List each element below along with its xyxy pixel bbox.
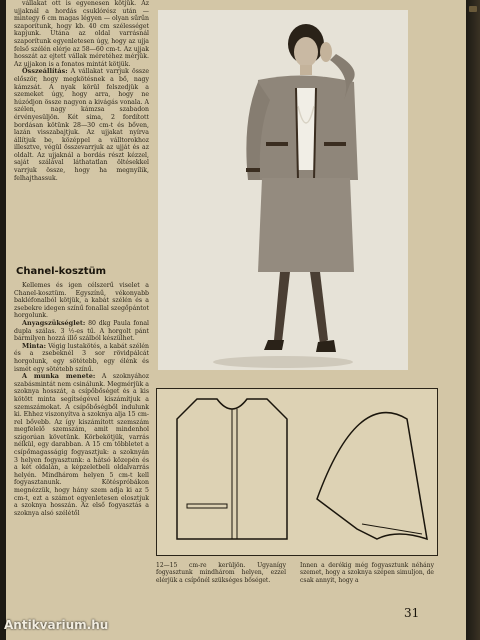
paragraph-pattern — [14, 343, 149, 373]
book-page — [6, 0, 466, 640]
left-text-column — [14, 0, 149, 182]
materials-label: Anyagszükséglet: — [22, 318, 86, 327]
model-illustration — [158, 10, 408, 370]
pattern-diagram — [156, 388, 438, 556]
model-photo — [158, 10, 408, 370]
watermark-logo: Antikvarium.hu — [4, 618, 109, 632]
assembly-label: Összeállítás: — [22, 67, 68, 76]
method-text: A szoknyához szabásmintát nem csinálunk. Megmérjük a szoknya hosszát, a csípőbőséget és a kis kötött minta segítségével kiszámítjuk a szemszámokat. A csípőbőségből indulunk ki. Ehhez viszonyítva a szoknya alja 15 cm-rel bővebb. Az így kiszámított szemszám megfelelő szemszám, amit mindenhol szigorúan követünk. Körbekötjük, varrás nélkül, egy darabban. A 15 cm többletet a csípőmagasságig fogyasztjuk: a szoknyán 3 helyen fogyasztunk: a hátsó közepén és a két oldalán, a képzeletbeli oldalvarrás helyén. Mindhárom helyen 5 cm-t kell fogyasztanunk. Kötéspróbákon megnézzük, hogy hány szem adja ki az 5 cm-t, ezt a számot egyenletesen elosztjuk a szoknya hosszán. Az első fogyasztás a szoknya alsó szélétől — [14, 373, 149, 517]
caption-right: Innen a derékig még fogyasztunk néhány szemet, hogy a szoknya szépen simuljon, de csak annyit, hogy a — [300, 562, 434, 584]
assembly-text: A vállakat varrjuk össze először, hogy megkötésnek a bő, nagy kámzsát. A nyak körül felszedjük a szemeket úgy, hogy arra, hogy ne húzódjon össze nagyon a kivágás vonala. A szélen, nagy kámzsa szabadon érvényesüljön. Két sima, 2 fordított bordásan kötünk 28—30 cm-t és bőven, lazán visszabajtjuk. Az ujjakat nyírva állítjuk be, középpel a válltorokhoz illesztve, végül összevarrjuk az ujját és az oldalt. Az ujjaknál a bordás részt kézzel, saját szálával láthatatlan öltésekkel varrjuk össze, hogy ha megnyílik, felhajthassuk. — [14, 68, 149, 182]
pattern-text: Végig lustakötés, a kabát szélén és a zsebeknél 3 sor rövidpálcát horgolunk, egy sötétebb, egy élénk és ismét egy sötétebb színű. — [14, 342, 149, 373]
section-title: Chanel-kosztüm — [16, 266, 107, 277]
left-text-column-lower — [14, 282, 149, 517]
page-number: 31 — [404, 606, 420, 620]
binding-mark — [469, 6, 477, 12]
paragraph-method — [14, 373, 149, 517]
materials-text: 80 dkg Paula fonal dupla szálas. 3 ½-es tű. A horgolt pánt bármilyen hozzá illő szálból készülhet. — [14, 319, 150, 343]
paragraph-materials — [14, 320, 149, 343]
book-binding — [466, 0, 480, 640]
paragraph-assembly — [14, 68, 149, 182]
paragraph-intro: Kellemes és igen célszerű viselet a Chanel-kosztüm. Egyszínű, vékonyabb bakléfonalból kötjük, a kabát szélén és a zsebekre idegen színű fonallal szegőpántot horgolunk. — [14, 282, 149, 320]
pattern-drawing — [157, 389, 437, 555]
paragraph-sleeves: vállakat ott is egyenesen kötjük. Az ujjaknál a hordás csuklórész után — mintegy 6 cm magas légyen — olyan sűrűn szaporítunk, hogy kb. 40 cm szélességet kapjunk. Utána az oldal varrásnál szaporítunk egyenletesen úgy, hogy az ujja felső szélén elérje az 58—60 cm-t. Az ujjak hosszát az ejtett vállak méretéhez mérjük. Az ujjakon is a fonatos mintát kötjük. — [14, 0, 149, 68]
caption-left: 12—15 cm-re kerüljön. Ugyanígy fogyasztunk mindhárom helyen, ezzel elérjük a csípőnél szükséges bőséget. — [156, 562, 286, 584]
pattern-label: Minta: — [22, 341, 47, 350]
method-label: A munka menete: — [22, 372, 96, 381]
